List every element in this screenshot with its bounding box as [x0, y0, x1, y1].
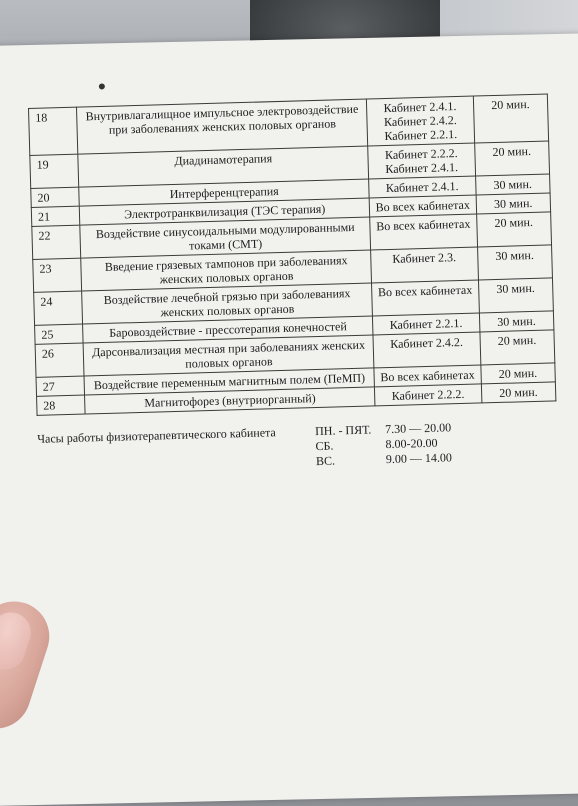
row-number: 21 [31, 206, 80, 226]
row-number: 22 [32, 225, 81, 259]
cabinet-cell: Кабинет 2.4.1. Кабинет 2.4.2. Кабинет 2.2.1. [366, 96, 474, 146]
cabinet-cell: Кабинет 2.2.2. [375, 384, 482, 406]
duration-cell: 20 мин. [473, 94, 549, 143]
duration-cell: 20 мин. [476, 212, 551, 247]
procedure-name: Воздействие переменным магнитным полем (ПеМП) [84, 368, 374, 395]
row-number: 18 [29, 107, 79, 155]
cabinet-cell: Во всех кабинетах [369, 195, 476, 217]
hours-time: 9.00 — 14.00 [385, 450, 453, 467]
procedure-name: Воздействие синусоидальными модулированными токами (СМТ) [80, 217, 370, 258]
row-number: 25 [35, 324, 84, 344]
cabinet-cell: Во всех кабинетах [374, 365, 481, 387]
procedure-name: Введение грязевых тампонов при заболеваниях женских половых органов [81, 250, 371, 291]
duration-cell: 20 мин. [480, 330, 555, 365]
cabinet-cell: Во всех кабинетах [372, 280, 479, 316]
hours-day: СБ. [315, 438, 334, 454]
duration-cell: 30 мин. [477, 245, 552, 280]
procedure-name: Дарсонвализация местная при заболеваниях женских половых органов [84, 335, 374, 376]
cabinet-cell: Кабинет 2.2.2. Кабинет 2.4.1. [368, 143, 475, 179]
cabinet-cell: Кабинет 2.3. [371, 247, 478, 283]
procedure-name: Магнитофорез (внутриорганный) [85, 387, 375, 414]
cabinet-cell: Кабинет 2.4.1. [369, 176, 476, 198]
row-number: 26 [35, 343, 84, 377]
row-number: 24 [34, 291, 83, 325]
paper-mark [99, 83, 105, 89]
duration-cell: 20 мин. [474, 141, 549, 176]
procedure-name: Баровоздействие - прессотерапия конечностей [83, 316, 373, 343]
procedure-name: Диадинамотерапия [78, 146, 368, 187]
procedure-name: Электротранквилизация (ТЭС терапия) [80, 198, 370, 225]
hours-time: 7.30 — 20.00 [384, 420, 452, 437]
working-hours-label: Часы работы физиотерапевтического кабинета [37, 425, 276, 446]
procedure-name: Воздействие лечебной грязью при заболеваниях женских половых органов [82, 283, 372, 324]
hours-day: ПН. - ПЯТ. [314, 422, 372, 439]
duration-cell: 30 мин. [479, 311, 554, 332]
row-number: 20 [31, 187, 80, 207]
cabinet-cell: Кабинет 2.4.2. [373, 332, 480, 368]
cabinet-cell: Кабинет 2.2.1. [373, 313, 480, 335]
procedure-name: Интерференцтерапия [79, 179, 369, 206]
duration-cell: 20 мин. [481, 382, 556, 403]
procedures-table [28, 93, 556, 415]
hours-day: ВС. [315, 453, 336, 469]
duration-cell: 30 мин. [476, 193, 551, 214]
row-number: 19 [30, 154, 79, 188]
cabinet-cell: Во всех кабинетах [370, 214, 477, 250]
duration-cell: 30 мин. [475, 174, 550, 195]
duration-cell: 30 мин. [478, 278, 553, 313]
row-number: 28 [37, 395, 86, 415]
duration-cell: 20 мин. [481, 363, 556, 384]
row-number: 23 [33, 258, 82, 292]
row-number: 27 [36, 376, 85, 396]
procedures-document [28, 92, 578, 476]
procedure-name: Внутривлагалищное импульсное электровоздействие при заболеваниях женских половых органов [77, 99, 368, 154]
hours-time: 8.00-20.00 [385, 435, 438, 452]
